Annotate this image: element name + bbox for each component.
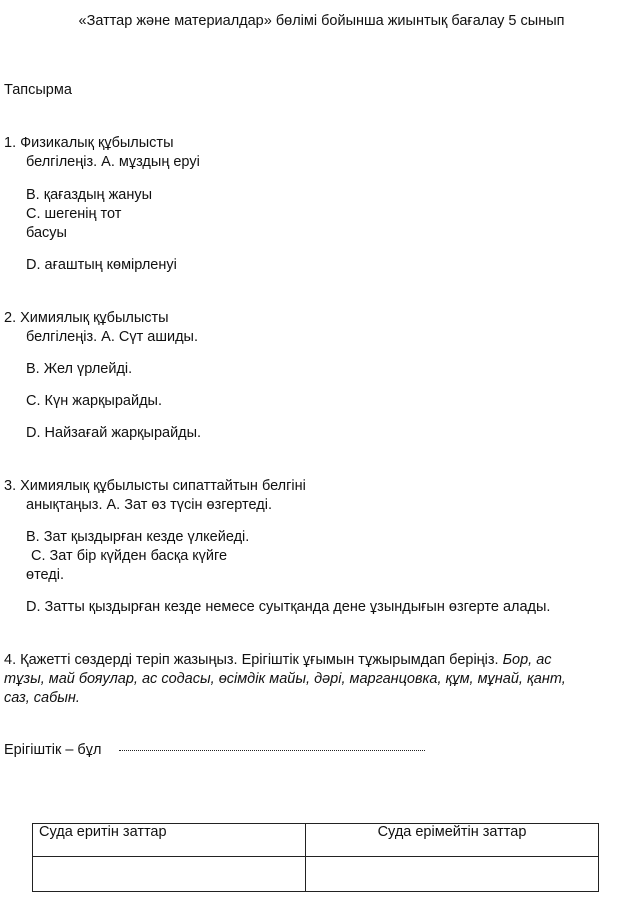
question-1-number: 1. bbox=[4, 135, 17, 151]
question-2-number: 2. bbox=[4, 310, 17, 326]
question-3-option-c-cont: өтеді. bbox=[26, 567, 64, 583]
question-4-number: 4. bbox=[4, 652, 17, 668]
table-header-soluble: Суда еритін заттар bbox=[33, 824, 306, 857]
question-1-option-d: D. ағаштың көмірленуі bbox=[26, 257, 177, 273]
table-answer-row bbox=[33, 857, 599, 892]
question-2-option-c: С. Күн жарқырайды. bbox=[26, 393, 162, 409]
question-4-words-1: Бор, ас bbox=[502, 652, 552, 668]
question-1-option-c: С. шегенің тот bbox=[26, 206, 122, 222]
question-1-option-c-cont: басуы bbox=[26, 225, 67, 241]
table-cell-soluble-answer[interactable] bbox=[33, 857, 306, 892]
question-2-option-a: белгілеңіз. А. Сүт ашиды. bbox=[26, 329, 198, 345]
table-header-row bbox=[33, 824, 599, 857]
question-3-line-1 bbox=[4, 477, 306, 495]
question-4-words-2: тұзы, май бояулар, ас содасы, өсімдік майы, дәрі, марганцовка, құм, мұнай, қант, bbox=[4, 671, 566, 687]
fill-in-label: Ерігіштік – бұл bbox=[4, 742, 102, 758]
question-3-prompt: Химиялық құбылысты сипаттайтын белгіні bbox=[20, 478, 306, 494]
question-2-prompt: Химиялық құбылысты bbox=[20, 310, 169, 326]
question-2-option-d: D. Найзағай жарқырайды. bbox=[26, 425, 202, 441]
question-3-option-d: D. Затты қыздырған кезде немесе суытқанда дене ұзындығын өзгерте алады. bbox=[26, 599, 551, 615]
question-1-option-b: В. қағаздың жануы bbox=[26, 187, 153, 203]
question-3-option-c: С. Зат бір күйден басқа күйге bbox=[31, 548, 228, 564]
question-2-option-b: В. Жел үрлейді. bbox=[26, 361, 133, 377]
question-1-line-1 bbox=[4, 134, 174, 152]
question-4-words-3: саз, сабын. bbox=[4, 690, 80, 706]
question-3-option-b: В. Зат қыздырған кезде үлкейеді. bbox=[26, 529, 250, 545]
question-3-option-a: анықтаңыз. А. Зат өз түсін өзгертеді. bbox=[26, 497, 272, 513]
answer-table bbox=[32, 823, 599, 892]
question-4-line-1 bbox=[4, 651, 552, 669]
question-1-option-a: белгілеңіз. А. мұздың еруі bbox=[26, 154, 200, 170]
question-1-prompt: Физикалық құбылысты bbox=[20, 135, 174, 151]
fill-in-answer-line[interactable] bbox=[119, 750, 425, 751]
table-cell-insoluble-answer[interactable] bbox=[306, 857, 599, 892]
page-title: «Заттар және материалдар» бөлімі бойынша жиынтық бағалау 5 сынып bbox=[78, 13, 565, 29]
question-4-instruction: Қажетті сөздерді теріп жазыңыз. Ерігіштік ұғымын тұжырымдап беріңіз. bbox=[20, 652, 499, 668]
section-label: Тапсырма bbox=[4, 82, 72, 98]
question-2-line-1 bbox=[4, 309, 169, 327]
question-3-number: 3. bbox=[4, 478, 17, 494]
table-header-insoluble: Суда ерімейтін заттар bbox=[306, 824, 599, 857]
